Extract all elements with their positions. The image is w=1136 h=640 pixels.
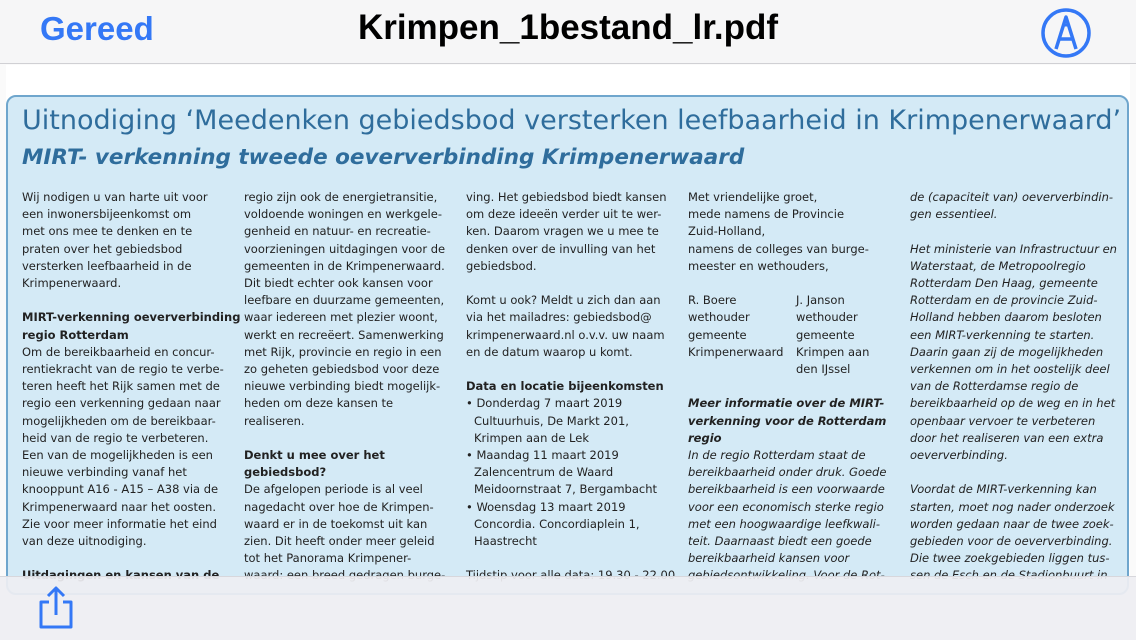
text-line: In de regio Rotterdam staat de [688,448,866,463]
text-line: Rotterdam Den Haag, gemeente [910,276,1098,290]
text-line: Dit biedt echter ook kansen voor [244,276,433,291]
text-line: bereikbaarheid op de weg en in het [910,396,1116,411]
text-line: Wij nodigen u van harte uit voor [22,190,208,204]
text-line: Krimpenerwaard [688,344,784,359]
text-line: praten over het gebiedsbod [22,241,183,256]
text-line: Denkt u mee over het [244,448,385,463]
text-line: Krimpen aan de Lek [474,430,589,445]
text-line: wethouder [796,310,858,325]
text-line: Zuid-Holland, [688,224,766,239]
bottom-toolbar [0,576,1136,640]
text-line: een MIRT-verkenning te starten. [910,327,1095,342]
text-line: Voordat de MIRT-verkenning kan [910,482,1097,497]
text-line: een inwonersbijeenkomst om [22,207,192,222]
text-line: gemeenten in de Krimpenerwaard. [244,258,445,273]
signature-boere [688,292,796,378]
text-line: worden gedaan naar de twee zoek- [910,516,1114,531]
text-line: gebiedsbod? [244,465,327,480]
text-line: bereikbaarheid is een voorwaarde [688,482,885,497]
text-column-4 [688,189,898,585]
text-line: Waterstaat, de Metropoolregio [910,258,1086,273]
text-line: gemeente [796,327,855,342]
paragraph-gap [244,430,454,447]
text-line: • Woensdag 13 maart 2019 [466,499,626,514]
text-line: leefbare en duurzame gemeenten, [244,293,445,308]
markup-pen-icon[interactable] [1038,5,1094,61]
text-line: Een van de mogelijkheden is een [22,448,213,463]
text-line: en de datum waarop u komt. [466,344,633,359]
text-line: De afgelopen periode is al veel [244,482,423,497]
text-line: verkennen om in het oostelijk deel [910,362,1110,377]
text-line: namens de colleges van burge- [688,241,869,256]
text-line: tot het Panorama Krimpener- [244,551,412,566]
text-line: versterken leefbaarheid in de [22,258,192,273]
text-line: nieuwe verbinding vanaf het [22,465,187,480]
article-title: Uitnodiging ‘Meedenken gebiedsbod versterken leefbaarheid in Krimpenerwaard’ [22,105,1122,136]
text-line: nieuwe verbinding biedt mogelijk- [244,379,441,394]
text-line: zien. Dit heeft onder meer geleid [244,534,435,549]
text-line: oeververbinding. [910,448,1008,463]
text-line: Krimpen aan [796,344,870,359]
text-line: Cultuurhuis, De Markt 201, [474,413,629,428]
more-info-section [688,395,898,584]
paragraph-gap [466,275,676,292]
text-line: meester en wethouders, [688,258,829,273]
text-line: waard er in de toekomst uit kan [244,516,428,531]
text-line: genheid en natuur- en recreatie- [244,224,431,239]
text-line: Concordia. Concordiaplein 1, [474,516,640,531]
text-line: gebiedsbod. [466,258,537,273]
text-line: Zie voor meer informatie het eind [22,516,217,531]
text-line: • Maandag 11 maart 2019 [466,448,619,463]
text-line: regio Rotterdam [22,327,129,342]
text-line: Krimpenerwaard. [22,276,122,291]
text-line: knooppunt A16 - A15 – A38 via de [22,482,219,497]
signature-janson [796,292,896,378]
text-line: mogelijkheden om de bereikbaar- [22,413,216,428]
text-line: regio een verkenning gedaan naar [22,396,221,411]
paragraph-gap [22,292,232,309]
text-line: mede namens de Provincie [688,207,845,222]
text-line: heden om deze kansen te [244,396,394,411]
text-line: J. Janson [796,293,845,308]
text-column-5 [910,189,1120,585]
text-line: wethouder [688,310,750,325]
text-line: Rotterdam en de provincie Zuid- [910,293,1098,308]
text-line: krimpenerwaard.nl o.v.v. uw naam [466,327,665,342]
text-line: gen essentieel. [910,207,998,222]
text-line: Zalencentrum de Waard [474,465,614,480]
text-line: van de Rotterdamse regio de [910,379,1079,394]
done-button[interactable]: Gereed [40,10,154,47]
text-line: werkt en recreëert. Samenwerking [244,327,444,342]
text-line: den IJssel [796,362,851,377]
paragraph-gap [910,223,1120,240]
paragraph-gap [910,464,1120,481]
text-line: voor een economisch sterke regio [688,499,884,514]
text-line: regio zijn ook de energietransitie, [244,190,438,204]
document-title: Krimpen_1bestand_lr.pdf [357,8,779,47]
text-line: Om de bereikbaarheid en concur- [22,344,215,359]
text-line: ving. Het gebiedsbod biedt kansen [466,190,667,204]
text-line: teit. Daarnaast biedt een goede [688,534,872,549]
text-column-3 [466,189,676,585]
text-line: MIRT-verkenning oeververbinding [22,310,241,325]
text-line: met Rijk, provincie en regio in een [244,344,442,359]
invitation-article [6,95,1129,595]
text-line: via het mailadres: gebiedsbod@ [466,310,652,325]
text-line: Meer informatie over de MIRT- [688,396,885,411]
text-line: Krimpenerwaard naar het oosten. [22,499,217,514]
text-line: Data en locatie bijeenkomsten [466,379,664,394]
text-line: Holland hebben daarom besloten [910,310,1102,325]
text-line: • Donderdag 7 maart 2019 [466,396,623,411]
text-line: teren heeft het Rijk samen met de [22,379,220,394]
article-subtitle: MIRT- verkenning tweede oeververbinding Krimpenerwaard [22,145,745,170]
text-column-2 [244,189,454,585]
text-line: Meidoornstraat 7, Bergambacht [474,482,658,497]
text-column-1 [22,189,241,585]
text-line: verkenning voor de Rotterdam [688,413,887,428]
closing-greeting [688,189,898,275]
text-line: door het realiseren van een extra [910,430,1104,445]
text-line: voorzieningen uitdagingen voor de [244,241,446,256]
signatures [688,292,898,378]
text-line: heid van de regio te verbeteren. [22,430,209,445]
text-line: waar iedereen met plezier woont, [244,310,438,325]
text-line: van deze uitnodiging. [22,534,147,549]
share-icon[interactable] [36,585,76,631]
text-line: Met vriendelijke groet, [688,190,818,204]
text-line: R. Boere [688,293,737,308]
text-line: openbaar vervoer te verbeteren [910,413,1096,428]
text-line: Komt u ook? Meldt u zich dan aan [466,293,661,308]
text-line: realiseren. [244,413,305,428]
navigation-bar [0,0,1136,64]
text-line: starten, moet nog nader onderzoek [910,499,1115,514]
text-line: zo geheten gebiedsbod voor deze [244,362,440,377]
text-line: om deze ideeën verder uit te wer- [466,207,662,222]
text-line: gebieden voor de oeververbinding. [910,534,1113,549]
text-line: Die twee zoekgebieden liggen tus- [910,551,1110,566]
text-line: Haastrecht [474,534,537,549]
paragraph-gap [466,361,676,378]
text-line: voldoende woningen en werkgele- [244,207,442,222]
text-line: bereikbaarheid kansen voor [688,551,850,566]
text-line: Daarin gaan zij de mogelijkheden [910,344,1104,359]
paragraph-gap [22,550,232,567]
text-line: denken over de invulling van het [466,241,656,256]
text-line: nagedacht over hoe de Krimpen- [244,499,434,514]
text-line: bereikbaarheid onder druk. Goede [688,465,887,480]
text-line: met ons mee te denken en te [22,224,193,239]
text-line: ken. Daarom vragen we u mee te [466,224,659,239]
text-line: rentiekracht van de regio te verbe- [22,362,224,377]
text-line: met een hoogwaardige leefkwali- [688,516,880,531]
paragraph-gap [466,550,676,567]
text-line: gemeente [688,327,747,342]
text-line: de (capaciteit van) oeververbindin- [910,190,1114,204]
text-line: regio [688,430,722,445]
text-line: Het ministerie van Infrastructuur en [910,241,1117,256]
